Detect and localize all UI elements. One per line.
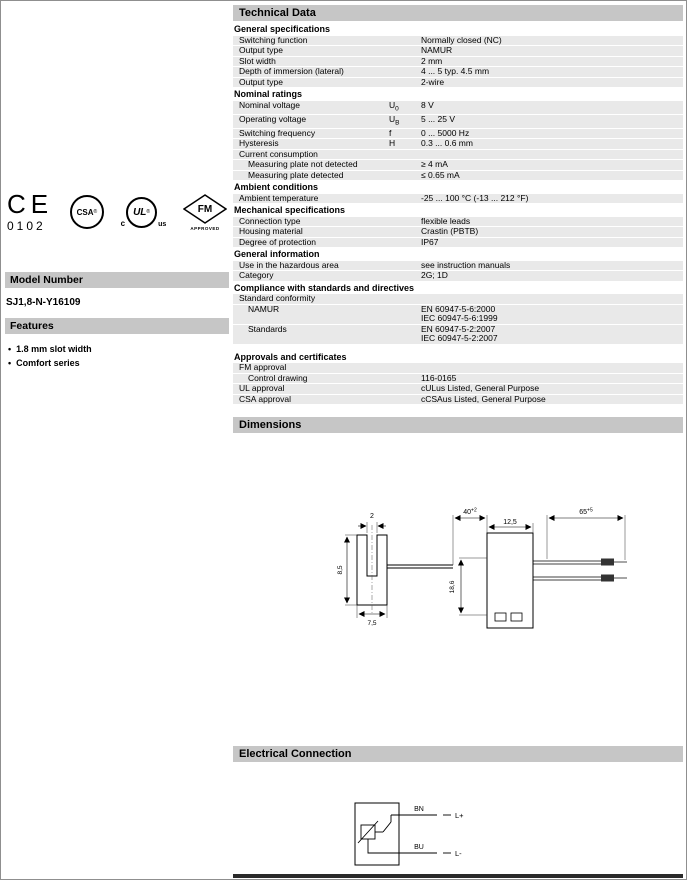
table-row xyxy=(233,238,683,248)
spec-value: Crastin (PBTB) xyxy=(421,226,479,237)
fm-diamond xyxy=(183,194,227,224)
table-row xyxy=(233,160,683,170)
table-row xyxy=(233,139,683,149)
table-row xyxy=(233,171,683,181)
spec-label: Standards xyxy=(248,323,287,334)
section-general-specifications: General specifications xyxy=(234,24,331,34)
technical-data-header: Technical Data xyxy=(233,5,683,21)
spec-label: Hysteresis xyxy=(239,138,279,149)
dim-body-height: 18,6 xyxy=(449,580,456,594)
technical-data-table xyxy=(233,25,683,404)
model-number-value: SJ1,8-N-Y16109 xyxy=(6,297,81,308)
label-l-plus: L+ xyxy=(455,811,464,820)
fm-approved-text: APPROVED xyxy=(190,225,220,231)
spec-value: IP67 xyxy=(421,236,439,247)
spec-label: Control drawing xyxy=(248,372,308,383)
spec-symbol: $U_0$ xyxy=(389,99,399,113)
ul-text: UL xyxy=(133,206,147,218)
spec-value: 0 ... 5000 Hz xyxy=(421,127,470,138)
table-row xyxy=(233,363,683,373)
electrical-connection-diagram xyxy=(345,795,545,879)
table-row xyxy=(233,194,683,204)
table-row xyxy=(233,36,683,46)
dimensions-section xyxy=(233,417,683,433)
spec-symbol: H xyxy=(389,138,396,149)
spec-value: -25 ... 100 °C (-13 ... 212 °F) xyxy=(421,192,529,203)
table-row xyxy=(233,67,683,77)
csa-logo-icon xyxy=(70,195,104,229)
spec-label: Connection type xyxy=(239,215,301,226)
spec-label: Depth of immersion (lateral) xyxy=(239,66,344,76)
feature-item: • 1.8 mm slot width xyxy=(8,342,92,356)
spec-label: Nominal voltage xyxy=(239,99,300,110)
section-general-information: General information xyxy=(234,249,320,260)
table-row xyxy=(233,115,683,128)
spec-value: 2 mm xyxy=(421,55,443,66)
dim-lead-length: $65^{+5}$ xyxy=(579,507,593,516)
sensor-side-view xyxy=(487,533,533,628)
electrical-connection-header: Electrical Connection xyxy=(233,746,683,762)
dim-body-depth: 12,5 xyxy=(503,519,517,526)
table-row xyxy=(233,217,683,227)
section-mechanical-specifications: Mechanical specifications xyxy=(234,205,346,216)
ul-logo-icon xyxy=(121,197,167,228)
table-row xyxy=(233,101,683,114)
dimension-drawing xyxy=(335,503,665,653)
ce-letters: CE xyxy=(7,189,54,219)
table-row xyxy=(233,78,683,88)
dim-width: 7,5 xyxy=(367,620,377,627)
spec-value: EN 60947-5-2:2007 IEC 60947-5-2:2007 xyxy=(421,323,498,344)
ul-registered-mark: ® xyxy=(146,209,151,215)
electrical-connection-section xyxy=(233,746,683,762)
csa-text: CSA xyxy=(76,207,94,217)
table-row xyxy=(233,325,683,344)
spec-label: Measuring plate not detected xyxy=(248,159,358,170)
spec-value: 5 ... 25 V xyxy=(421,113,456,124)
csa-registered-mark: ® xyxy=(93,209,98,215)
dim-slot-width: 2 xyxy=(370,513,374,520)
dim-length-40: $40^{+2}$ xyxy=(463,507,477,516)
certification-logos xyxy=(7,191,227,233)
table-row xyxy=(233,294,683,304)
spec-label: UL approval xyxy=(239,383,285,394)
page-footer-bar xyxy=(233,874,683,878)
spec-value: 116-0165 xyxy=(421,372,457,383)
section-approvals: Approvals and certificates xyxy=(234,351,347,362)
spec-value: 2G; 1D xyxy=(421,270,448,281)
spec-value: cULus Listed, General Purpose xyxy=(421,383,540,394)
dimensions-header: Dimensions xyxy=(233,417,683,433)
spec-label: Ambient temperature xyxy=(239,192,319,203)
section-ambient-conditions: Ambient conditions xyxy=(234,182,318,193)
table-row xyxy=(233,395,683,405)
table-row xyxy=(233,57,683,67)
label-bn: BN xyxy=(414,806,424,813)
section-compliance: Compliance with standards and directives xyxy=(234,282,415,293)
table-row xyxy=(233,46,683,56)
spec-value xyxy=(421,294,680,304)
left-column xyxy=(5,1,229,881)
table-row xyxy=(233,261,683,271)
ul-c-text: c xyxy=(120,218,126,228)
spec-label: NAMUR xyxy=(248,303,280,314)
table-row xyxy=(233,129,683,139)
spec-value: 2-wire xyxy=(421,76,445,87)
ce-number: 0102 xyxy=(7,219,46,233)
spec-label: Standard conformity xyxy=(239,293,316,304)
spec-value xyxy=(421,363,680,373)
fm-logo-icon xyxy=(183,194,227,231)
spec-value: ≤ 0.65 mA xyxy=(421,169,460,180)
spec-label: Slot width xyxy=(239,55,276,66)
spec-label: CSA approval xyxy=(239,393,291,404)
spec-label: Output type xyxy=(239,45,283,55)
spec-value: 0.3 ... 0.6 mm xyxy=(421,138,473,149)
table-row xyxy=(233,227,683,237)
ce-mark-icon xyxy=(7,191,53,233)
spec-label: Switching function xyxy=(239,34,308,45)
spec-label: Housing material xyxy=(239,226,303,237)
spec-label: Use in the hazardous area xyxy=(239,259,339,270)
section-nominal-ratings: Nominal ratings xyxy=(234,89,303,99)
model-number-header: Model Number xyxy=(5,272,229,288)
spec-label: Output type xyxy=(239,76,283,87)
spec-symbol: $U_B$ xyxy=(389,113,400,127)
spec-value: cCSAus Listed, General Purpose xyxy=(421,393,546,404)
spec-label: Operating voltage xyxy=(239,113,307,124)
spec-value: EN 60947-5-6:2000 IEC 60947-5-6:1999 xyxy=(421,303,498,324)
spec-value: Normally closed (NC) xyxy=(421,34,502,45)
spec-label: Current consumption xyxy=(239,148,318,159)
spec-label: Category xyxy=(239,270,274,281)
spec-value: see instruction manuals xyxy=(421,259,511,270)
spec-label: Measuring plate detected xyxy=(248,169,344,180)
right-column xyxy=(233,5,683,881)
spec-label: Switching frequency xyxy=(239,127,316,138)
table-row xyxy=(233,305,683,324)
sensor-box xyxy=(355,803,399,865)
spec-value: 8 V xyxy=(421,99,434,110)
spec-label: FM approval xyxy=(239,362,287,373)
table-row xyxy=(233,150,683,160)
spec-label: Degree of protection xyxy=(239,236,317,247)
features-list xyxy=(8,342,92,370)
spec-value xyxy=(421,150,680,160)
spec-symbol: f xyxy=(389,127,392,138)
table-row xyxy=(233,374,683,384)
spec-value: NAMUR xyxy=(421,45,453,55)
table-row xyxy=(233,271,683,281)
spec-value: ≥ 4 mA xyxy=(421,159,448,170)
label-l-minus: L- xyxy=(455,849,462,858)
feature-item: • Comfort series xyxy=(8,356,92,370)
table-row xyxy=(233,384,683,394)
label-bu: BU xyxy=(414,844,424,851)
fm-text: FM xyxy=(197,203,213,215)
ul-us-text: us xyxy=(158,220,167,228)
spec-value: 4 ... 5 typ. 4.5 mm xyxy=(421,66,490,76)
features-header: Features xyxy=(5,318,229,334)
dim-height: 8,5 xyxy=(337,565,344,575)
spec-value: flexible leads xyxy=(421,215,471,226)
